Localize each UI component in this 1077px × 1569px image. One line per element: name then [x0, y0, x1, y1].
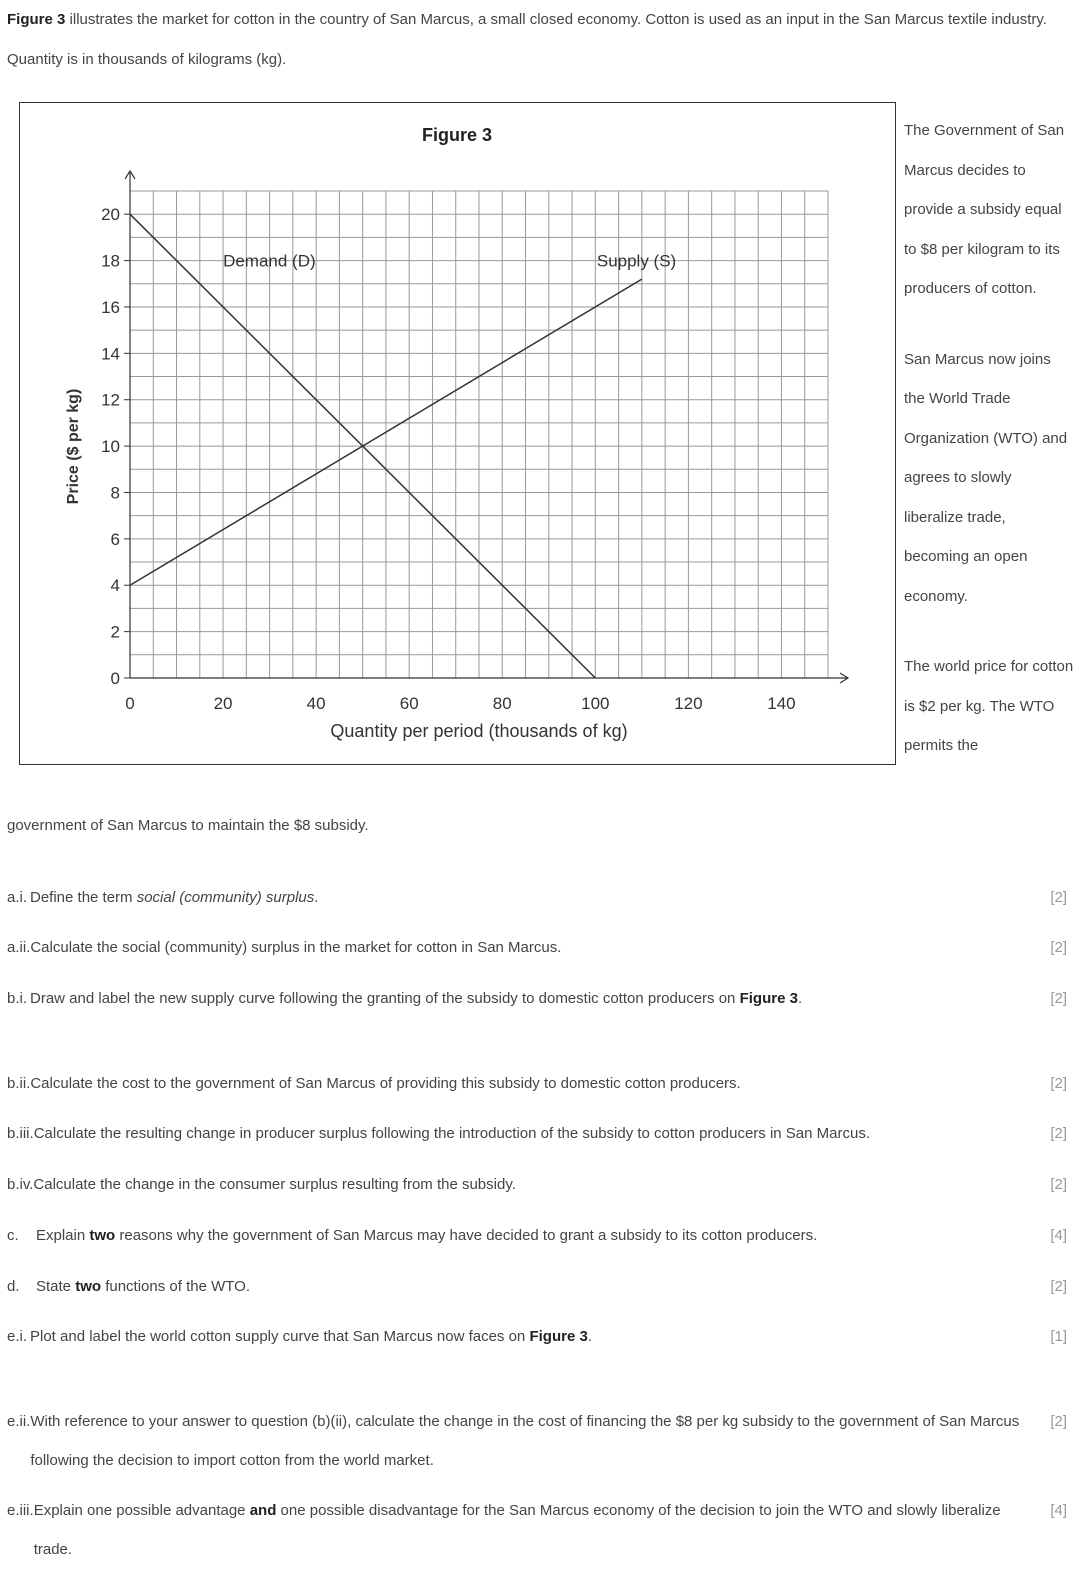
question-label: d. [7, 1278, 20, 1295]
question-marks: [1] [1050, 1328, 1067, 1345]
intro-paragraph [7, 0, 1067, 80]
question-label: a.ii. [7, 939, 31, 956]
question-text-part: Figure 3 [529, 1328, 588, 1345]
question-text-part: Calculate the cost to the government of San Marcus of providing this subsidy to domestic cotton producers. [30, 1075, 741, 1092]
question-text-part: functions of the WTO. [101, 1278, 250, 1295]
chart-title: Figure 3 [421, 125, 493, 145]
question-text [30, 1267, 1037, 1306]
figure-3-chart [19, 102, 896, 765]
question-marks: [2] [1050, 1075, 1067, 1092]
x-tick-label: 100 [581, 694, 610, 713]
question-text [30, 1402, 1037, 1480]
question-text-part: Figure 3 [739, 990, 798, 1007]
question-label: b.iii. [7, 1125, 34, 1142]
x-tick-label: 120 [674, 694, 703, 713]
question-label: a.i. [7, 889, 28, 906]
x-axis-label: Quantity per period (thousands of kg) [330, 721, 628, 741]
question-marks: [2] [1050, 939, 1067, 956]
question-label: b.i. [7, 990, 28, 1007]
y-tick-label: 16 [101, 297, 120, 317]
y-tick-label: 10 [101, 437, 120, 457]
y-tick-label: 20 [101, 205, 120, 225]
question-marks: [2] [1050, 1125, 1067, 1142]
x-tick-label: 80 [492, 694, 512, 713]
side-text [904, 111, 1074, 766]
question-label: e.iii. [7, 1502, 34, 1519]
question-item [7, 1165, 1037, 1204]
question-text-part: . [314, 889, 319, 906]
y-tick-label: 8 [110, 483, 120, 503]
question-item [7, 979, 1037, 1018]
question-text-part: Calculate the change in the consumer surplus resulting from the subsidy. [33, 1176, 516, 1193]
question-text-part: two [89, 1227, 116, 1244]
question-item [7, 1216, 1037, 1255]
question-text-part: Plot and label the world cotton supply curve that San Marcus now faces on [30, 1328, 530, 1345]
y-tick-label: 4 [110, 576, 120, 596]
question-text [34, 1114, 1037, 1153]
question-item [7, 878, 1037, 917]
question-text [30, 1064, 1037, 1103]
question-text [30, 878, 1037, 917]
question-label: e.ii. [7, 1413, 31, 1430]
question-text [30, 1317, 1037, 1356]
x-tick-label: 40 [306, 694, 326, 713]
question-label: b.ii. [7, 1075, 31, 1092]
y-tick-label: 2 [110, 622, 120, 642]
chart-svg [20, 103, 897, 766]
question-text-part: Calculate the social (community) surplus in the market for cotton in San Marcus. [30, 939, 562, 956]
x-tick-label: 140 [767, 694, 796, 713]
question-marks: [2] [1050, 889, 1067, 906]
question-item [7, 1317, 1037, 1356]
question-text-part: . [797, 990, 803, 1007]
question-text [30, 979, 1037, 1018]
y-tick-label: 6 [110, 529, 120, 549]
question-marks: [2] [1050, 1278, 1067, 1295]
x-tick-label: 60 [399, 694, 419, 713]
question-label: b.iv. [7, 1176, 34, 1193]
question-text-part: Draw and label the new supply curve following the granting of the subsidy to domestic cotton producers on [30, 990, 740, 1007]
question-text-part: two [75, 1278, 102, 1295]
question-marks: [2] [1050, 1176, 1067, 1193]
intro-text: illustrates the market for cotton in the country of San Marcus, a small closed economy. Cotton is used as an input in the San Marcus textile industry. Quantity is in thousands of kilograms (kg). [7, 11, 1047, 68]
y-tick-label: 18 [101, 251, 120, 271]
question-text [30, 1216, 1037, 1255]
y-axis-label: Price ($ per kg) [65, 388, 82, 505]
question-label: c. [7, 1227, 19, 1244]
x-tick-label: 0 [125, 694, 135, 713]
intro-figure-ref: Figure 3 [7, 11, 66, 28]
question-text-part: Explain [36, 1227, 90, 1244]
question-text [34, 1491, 1037, 1569]
side-paragraph-subsidy: The Government of San Marcus decides to provide a subsidy equal to $8 per kilogram to its producers of cotton. [904, 122, 1065, 297]
question-label: e.i. [7, 1328, 28, 1345]
question-text-part: Define the term [30, 889, 137, 906]
demand-curve-label: Demand (D) [223, 251, 316, 271]
continuation-text: government of San Marcus to maintain the $8 subsidy. [7, 817, 369, 834]
question-text [33, 1165, 1037, 1204]
question-text-part: Explain one possible advantage [33, 1502, 250, 1519]
question-text-part: . [587, 1328, 592, 1345]
question-marks: [2] [1050, 1413, 1067, 1430]
question-item [7, 1064, 1037, 1103]
side-paragraph-world-price: The world price for cotton is $2 per kg. The WTO permits the [904, 658, 1074, 754]
question-marks: [4] [1050, 1227, 1067, 1244]
question-marks: [2] [1050, 990, 1067, 1007]
question-item [7, 1267, 1037, 1306]
question-item [7, 1114, 1037, 1153]
question-text-part: With reference to your answer to question (b)(ii), calculate the change in the cost of financing the $8 per kg subsidy to the government of San Marcus following the decision to import cotton from the world market. [30, 1413, 1020, 1469]
question-text [30, 928, 1037, 967]
question-item [7, 928, 1037, 967]
question-text-part: one possible disadvantage for the San Marcus economy of the decision to join the WTO and slowly liberalize trade. [33, 1502, 1001, 1558]
supply-curve-label: Supply (S) [596, 251, 677, 271]
side-paragraph-wto: San Marcus now joins the World Trade Organization (WTO) and agrees to slowly liberalize trade, becoming an open economy. [904, 350, 1068, 605]
question-item [7, 1402, 1037, 1480]
y-tick-label: 14 [101, 344, 120, 364]
question-marks: [4] [1050, 1502, 1067, 1519]
y-tick-label: 12 [101, 390, 120, 410]
question-text-part: and [249, 1502, 277, 1519]
x-tick-label: 20 [213, 694, 233, 713]
question-text-part: reasons why the government of San Marcus may have decided to grant a subsidy to its cotton producers. [115, 1227, 818, 1244]
question-text-part: State [36, 1278, 76, 1295]
y-tick-label: 0 [110, 669, 120, 688]
question-text-part: Calculate the resulting change in producer surplus following the introduction of the subsidy to cotton producers in San Marcus. [33, 1125, 870, 1142]
question-text-part: social (community) surplus [136, 889, 315, 906]
question-item [7, 1491, 1037, 1569]
